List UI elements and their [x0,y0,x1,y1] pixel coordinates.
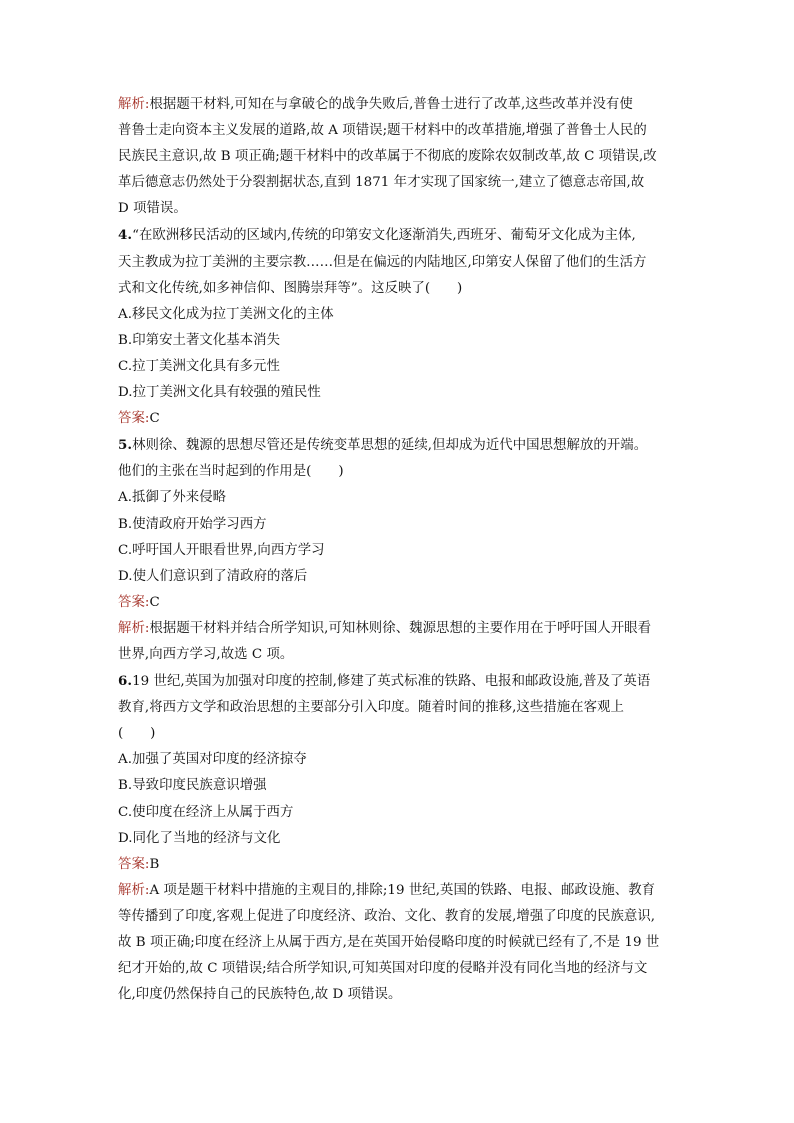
analysis-line: 故 B 项正确;印度在经济上从属于西方,是在英国开始侵略印度的时候就已经有了,不是 19 世 [118,935,660,950]
answer-label: 答案: [118,411,150,427]
option-d: D.同化了当地的经济与文化 [118,830,281,846]
analysis-line: 革后德意志仍然处于分裂割据状态,直到 1871 年才实现了国家统一,建立了德意志帝国,故 [118,175,645,191]
answer-line [118,852,680,878]
analysis-line: 普鲁士走向资本主义发展的道路,故 A 项错误;题干材料中的改革措施,增强了普鲁士人民的 [118,123,647,139]
document-page [118,92,680,1008]
analysis-line: 民族民主意识,故 B 项正确;题干材料中的改革属于不彻底的废除农奴制改革,故 C 项错误,改 [118,149,657,165]
option-b: B.使清政府开始学习西方 [118,516,267,532]
option-c: C.呼吁国人开眼看世界,向西方学习 [118,542,325,558]
answer-value: B [149,856,160,872]
answer-line [118,406,680,432]
question-stem: ( ) [118,726,156,742]
analysis-label: 解析: [118,620,150,636]
option-a: A.移民文化成为拉丁美洲文化的主体 [118,306,334,322]
option-b: B.导致印度民族意识增强 [118,778,267,794]
analysis-line: 解析:A 项是题干材料中措施的主观目的,排除;19 世纪,英国的铁路、电报、邮政设施、教育 [118,882,656,898]
option-d: D.拉丁美洲文化具有较强的殖民性 [118,385,321,401]
option-c: C.拉丁美洲文化具有多元性 [118,358,280,374]
answer-line [118,590,680,616]
analysis-line: 解析:根据题干材料并结合所学知识,可知林则徐、魏源思想的主要作用在于呼吁国人开眼看 [118,620,652,636]
option-a: A.抵御了外来侵略 [118,490,227,506]
analysis-line: 纪才开始的,故 C 项错误;结合所学知识,可知英国对印度的侵略并没有同化当地的经济与文 [118,961,648,977]
answer-value: C [149,594,160,610]
analysis-line: D 项错误。 [118,201,187,217]
question-stem: 4.“在欧洲移民活动的区域内,传统的印第安文化逐渐消失,西班牙、葡萄牙文化成为主体, [118,227,636,244]
question-stem: 天主教成为拉丁美洲的主要宗教……但是在偏远的内陆地区,印第安人保留了他们的生活方 [118,254,647,270]
option-b: B.印第安土著文化基本消失 [118,332,281,348]
analysis-line: 世界,向西方学习,故选 C 项。 [118,646,294,662]
answer-value: C [149,411,160,427]
question-number: 4. [118,227,133,244]
option-a: A.加强了英国对印度的经济掠夺 [118,752,307,768]
option-c: C.使印度在经济上从属于西方 [118,804,294,820]
question-stem: 5.林则徐、魏源的思想尽管还是传统变革思想的延续,但却成为近代中国思想解放的开端。 [118,437,648,454]
answer-label: 答案: [118,856,150,872]
option-d: D.使人们意识到了清政府的落后 [118,568,308,584]
analysis-line: 等传播到了印度,客观上促进了印度经济、政治、文化、教育的发展,增强了印度的民族意识, [118,908,656,924]
question-number: 6. [118,673,133,690]
question-stem: 6.19 世纪,英国为加强对印度的控制,修建了英式标准的铁路、电报和邮政设施,普及了英语 [118,673,651,690]
analysis-label: 解析: [118,882,150,898]
answer-label: 答案: [118,594,150,610]
analysis-line: 解析:根据题干材料,可知在与拿破仑的战争失败后,普鲁士进行了改革,这些改革并没有使 [118,97,633,112]
question-stem: 他们的主张在当时起到的作用是( ) [118,464,344,480]
question-stem: 式和文化传统,如多神信仰、图腾崇拜等”。这反映了( ) [118,280,463,296]
question-stem: 教育,将西方文学和政治思想的主要部分引入印度。随着时间的推移,这些措施在客观上 [118,700,624,716]
analysis-label: 解析: [118,97,150,112]
question-number: 5. [118,437,133,454]
analysis-line: 化,印度仍然保持自己的民族特色,故 D 项错误。 [118,987,402,1003]
